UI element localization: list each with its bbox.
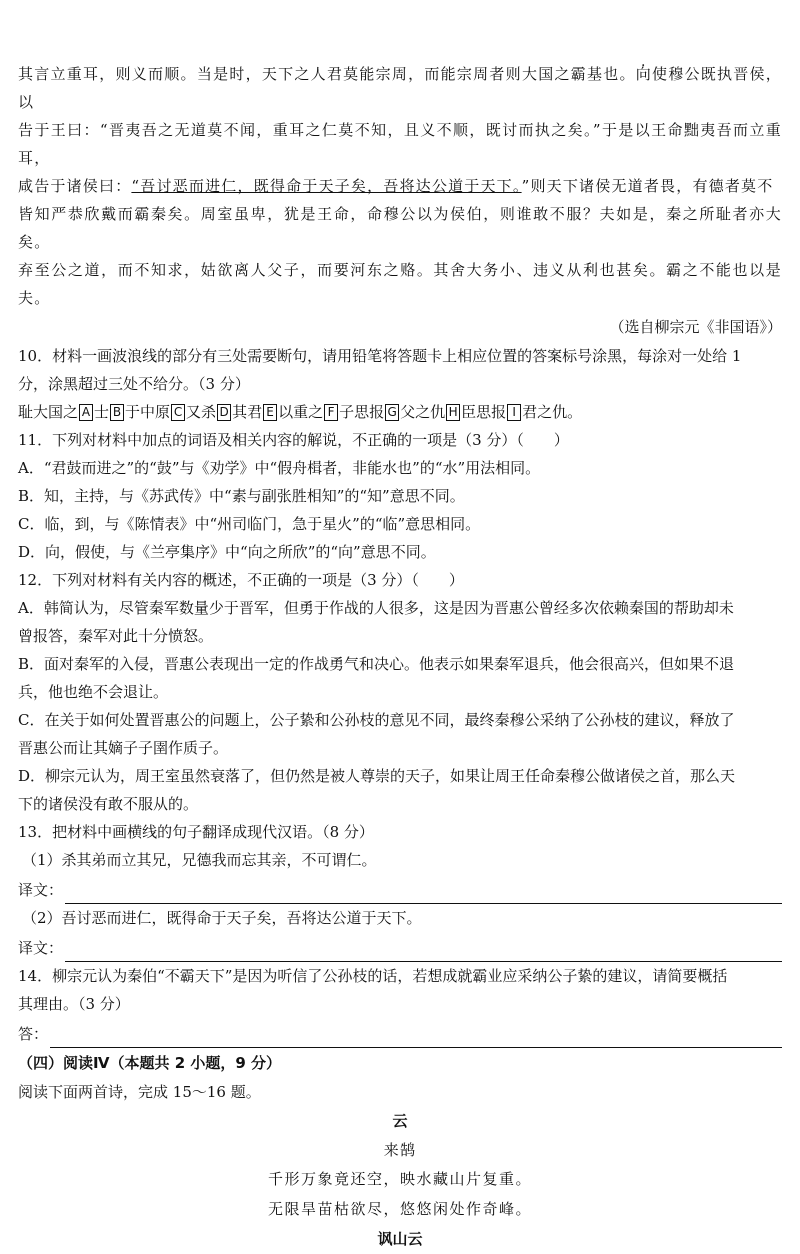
- passage-line-4: 皆知严恭欣戴而霸秦矣。周室虽卑，犹是王命，命穆公以为侯伯，则谁敢不服？夫如是，秦之所耻者亦大矣。: [18, 205, 782, 251]
- question-11: 11．下列对材料中加点的词语及相关内容的解说，不正确的一项是（3 分）（ ） A．“君鼓而进之”的“鼓”与《劝学》中“假舟楫者，非能水也”的“水”用法相同。 B．知，主持，与《苏武传》中“素与副张胜相知”的“知”意思不同。 C．临，到，与《陈情表》中“州司临门，急于星火”的“临”意思相同。 D．向，假使，与《兰亭集序》中“向之所欣”的“向”意思不同。: [18, 426, 782, 566]
- passage-line-5: 弃至公之道，而不知求，姑欲离人父子，而要河东之赂。其舍大务小、违义从利也甚矣。霸之不能也以是夫。: [18, 261, 782, 307]
- break-box-f[interactable]: F: [324, 404, 338, 421]
- option-12-c: C．在关于如何处置晋惠公的问题上，公子絷和公孙枝的意见不同，最终秦穆公采纳了公孙枝的建议，释放了 晋惠公而让其嫡子子圉作质子。: [18, 711, 735, 757]
- break-box-e[interactable]: E: [263, 404, 277, 421]
- break-box-g[interactable]: G: [385, 404, 399, 421]
- passage-source: （选自柳宗元《非国语》）: [609, 318, 782, 336]
- question-10: 10．材料一画波浪线的部分有三处需要断句，请用铅笔将答题卡上相应位置的答案标号涂黑，每涂对一处给 1 分，涂黑超过三处不给分。（3 分） 耻大国之 A 士 B 于中原 C 又杀 D 其君 E 以重之 F 子思报 G 父之仇 H 臣思报 I 君之仇。: [18, 342, 782, 426]
- translate-sentence-1: （1）杀其弟而立其兄，兄德我而忘其亲，不可谓仁。: [22, 851, 377, 869]
- question-13: 13．把材料中画横线的句子翻译成现代汉语。（8 分） （1）杀其弟而立其兄，兄德我而忘其亲，不可谓仁。 译文： （2）吾讨恶而进仁，既得命于天子矣，吾将达公道于天下。 译文：: [18, 818, 782, 962]
- option-12-d: D．柳宗元认为，周王室虽然衰落了，但仍然是被人尊崇的天子，如果让周王任命秦穆公做诸侯之首，那么天 下的诸侯没有敢不服从的。: [18, 767, 736, 813]
- question-14: 14．柳宗元认为秦伯“不霸天下”是因为听信了公孙枝的话，若想成就霸业应采纳公子絷的建议，请简要概括 其理由。（3 分） 答：: [18, 962, 782, 1048]
- poem-1: [18, 1106, 782, 1224]
- poem-2-title: 讽山云: [377, 1230, 423, 1248]
- passage-line-2: 告于王曰：“晋夷吾之无道莫不闻，重耳之仁莫不知，且义不顺，既讨而执之矣。”于是以王命黜夷吾而立重耳，: [18, 121, 782, 167]
- option-11-a: A．“君鼓而进之”的“鼓”与《劝学》中“假舟楫者，非能水也”的“水”用法相同。: [18, 459, 541, 477]
- break-box-d[interactable]: D: [217, 404, 231, 421]
- break-box-i[interactable]: I: [507, 404, 521, 421]
- question-12: 12．下列对材料有关内容的概述，不正确的一项是（3 分）（ ） A．韩简认为，尽管秦军数量少于晋军，但勇于作战的人很多，这是因为晋惠公曾经多次依赖秦国的帮助却未 曾报答，秦军对此十分愤怒。 B．面对秦军的入侵，晋惠公表现出一定的作战勇气和决心。他表示如果秦军退兵，他会很高兴，但如果不退 兵，他也绝不会退让。 C．在关于如何处置晋惠公的问题上，公子絷和公孙枝的意见不同，最终秦穆公采纳了公孙枝的建议，释放了 晋惠公而让其嫡子子圉作质子。 D．柳宗元认为，周王室虽然衰落了，但仍然是被人尊崇的天子，如果让周王任命秦穆公做诸侯之首，那么天 下的诸侯没有敢不服从的。: [18, 566, 782, 818]
- option-11-b: B．知，主持，与《苏武传》中“素与副张胜相知”的“知”意思不同。: [18, 487, 465, 505]
- underlined-sentence: “吾讨恶而进仁，既得命于天子矣，吾将达公道于天下。: [131, 177, 522, 195]
- passage-line-1: 其言立重耳，则义而顺。当是时，天下之人君莫能宗周，而能宗周者则大国之霸基也。向使穆公既执晋侯，以: [18, 65, 782, 111]
- break-box-h[interactable]: H: [446, 404, 460, 421]
- answer-line-13-1[interactable]: 译文：: [18, 874, 782, 904]
- poem-1-title: 云: [392, 1112, 408, 1130]
- poem-1-line-1: 千形万象竟还空，映水藏山片复重。: [267, 1170, 532, 1188]
- break-box-a[interactable]: A: [79, 404, 93, 421]
- answer-line-13-2[interactable]: 译文：: [18, 932, 782, 962]
- classical-passage: [18, 60, 782, 312]
- answer-line-14[interactable]: 答：: [18, 1018, 782, 1048]
- section-4-intro: 阅读下面两首诗，完成 15～16 题。: [18, 1083, 261, 1101]
- option-12-b: B．面对秦军的入侵，晋惠公表现出一定的作战勇气和决心。他表示如果秦军退兵，他会很高兴，但如果不退 兵，他也绝不会退让。: [18, 655, 735, 701]
- break-box-b[interactable]: B: [110, 404, 124, 421]
- sentence-break-options: 耻大国之 A 士 B 于中原 C 又杀 D 其君 E 以重之 F 子思报 G 父之仇 H 臣思报 I 君之仇。: [18, 403, 583, 421]
- passage-line-3: 咸告于诸侯曰：“吾讨恶而进仁，既得命于天子矣，吾将达公道于天下。”则天下诸侯无道者畏，有德者莫不: [18, 177, 774, 195]
- document-page: [18, 60, 782, 1254]
- break-box-c[interactable]: C: [171, 404, 185, 421]
- option-12-a: A．韩简认为，尽管秦军数量少于晋军，但勇于作战的人很多，这是因为晋惠公曾经多次依赖秦国的帮助却未 曾报答，秦军对此十分愤怒。: [18, 599, 734, 645]
- poem-1-line-2: 无限旱苗枯欲尽，悠悠闲处作奇峰。: [267, 1200, 532, 1218]
- emphasis-dot-char: 向: [635, 65, 652, 83]
- option-11-c: C．临，到，与《陈情表》中“州司临门，急于星火”的“临”意思相同。: [18, 515, 481, 533]
- poem-1-author: 来鹄: [383, 1141, 417, 1159]
- option-11-d: D．向，假使，与《兰亭集序》中“向之所欣”的“向”意思不同。: [18, 543, 436, 561]
- translate-sentence-2: （2）吾讨恶而进仁，既得命于天子矣，吾将达公道于天下。: [22, 909, 422, 927]
- section-4-heading: （四）阅读Ⅳ（本题共 2 小题，9 分）: [18, 1054, 282, 1072]
